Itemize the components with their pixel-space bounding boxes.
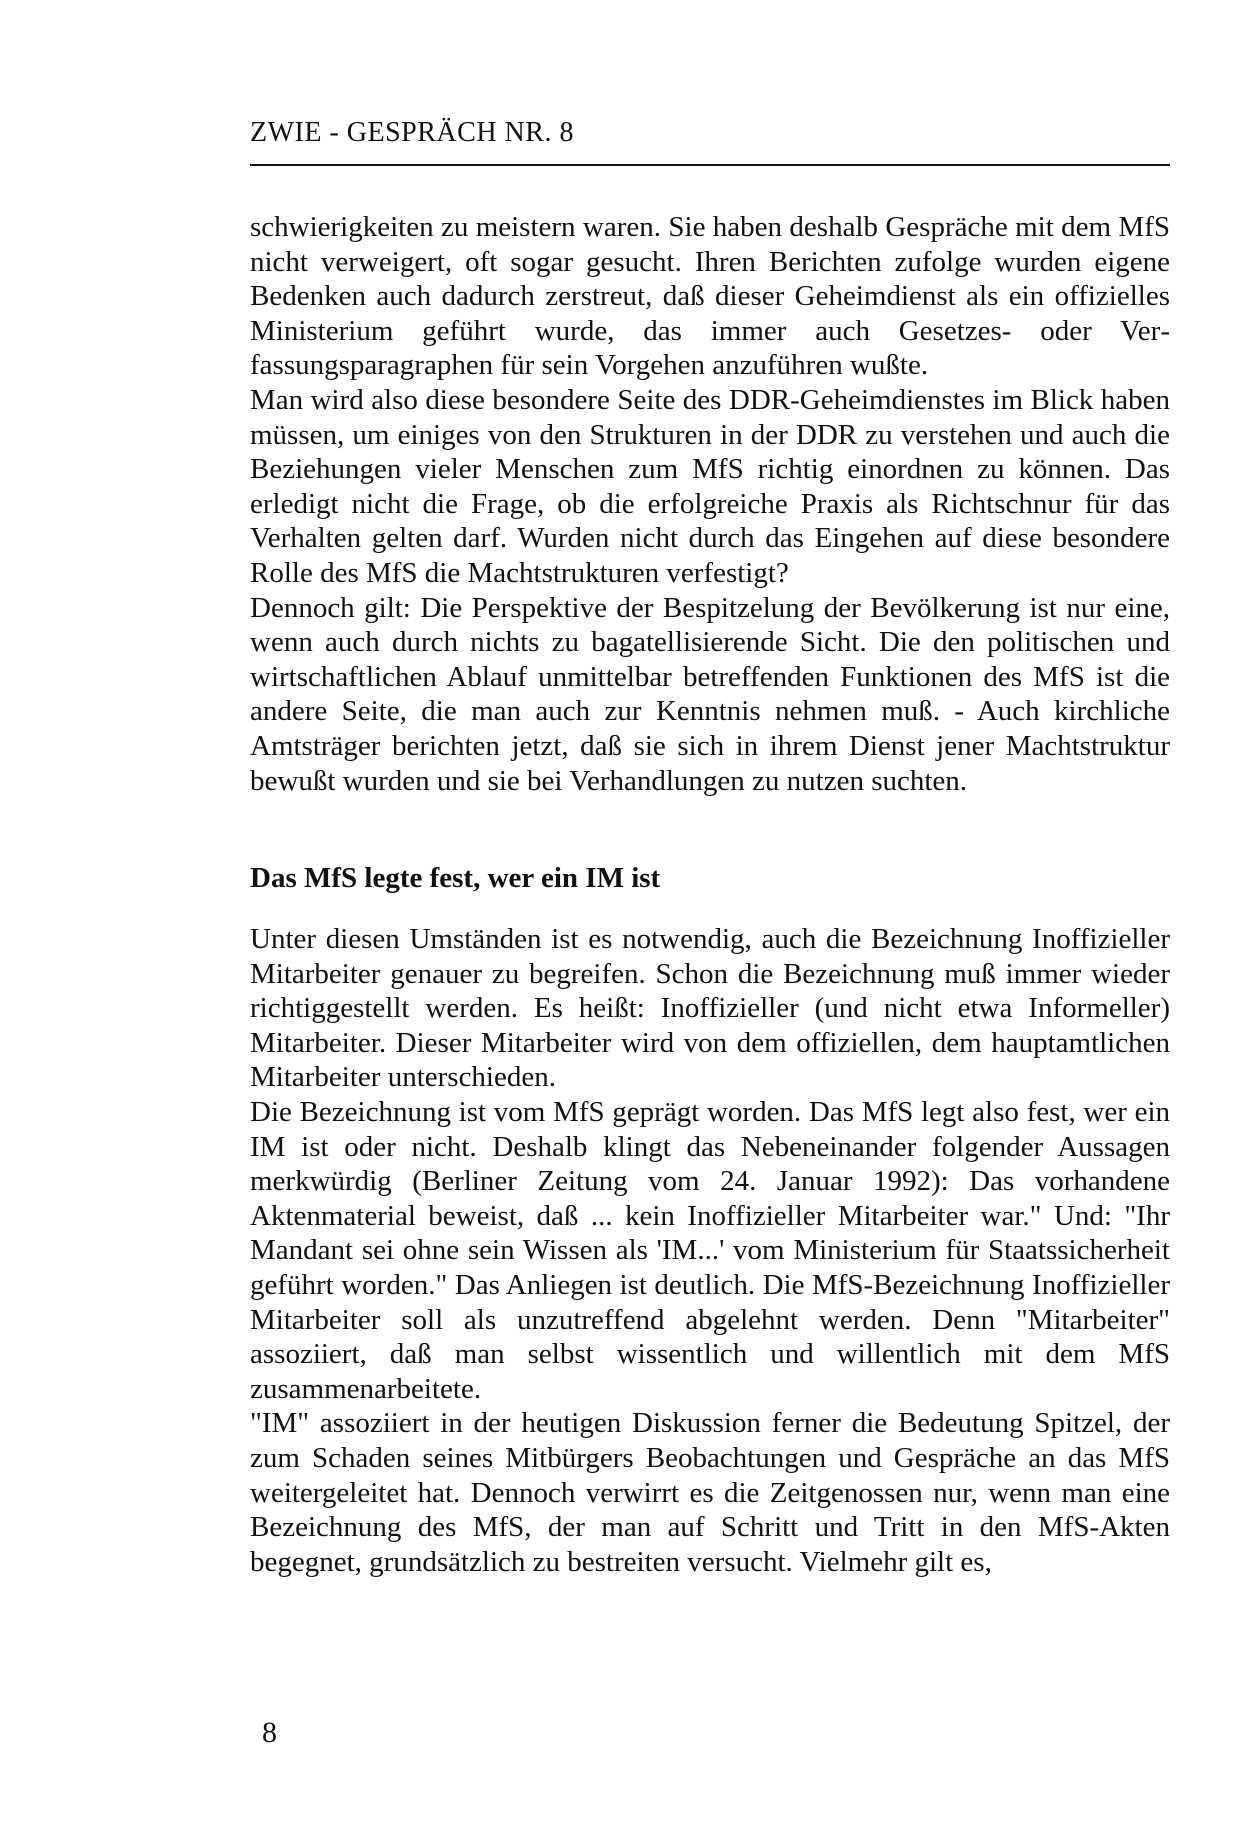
body-text (250, 210, 1170, 1579)
header-rule (250, 164, 1170, 166)
section-heading: Das MfS legte fest, wer ein IM ist (250, 862, 661, 895)
paragraph: Die Bezeichnung ist vom MfS geprägt worden. Das MfS legt also fest, wer ein IM ist oder nicht. Deshalb klingt das Nebeneinander folgender Aussagen merkwürdig (Berliner Zeitung vom 24. Januar 1992): Das vorhandene Aktenmaterial beweist, daß ... kein Inoffizieller Mitarbeiter war." Und: "Ihr Mandant sei ohne sein Wissen als 'IM...' vom Ministerium für Staatssicherheit geführt worden." Das Anliegen ist deutlich. Die MfS-Bezeichnung Inoffizieller Mitarbeiter soll als unzutreffend abgelehnt werden. Denn "Mitarbeiter" assoziiert, daß man selbst wissentlich und willentlich mit dem MfS zusammenarbeitete. (250, 1096, 1170, 1405)
paragraph: Dennoch gilt: Die Perspektive der Bespitzelung der Bevölkerung ist nur eine, wenn auch durch nichts zu bagatellisierende Sicht. Die den politischen und wirtschaftlichen Ablauf unmittelbar betreffenden Funktionen des MfS ist die andere Seite, die man auch zur Kenntnis nehmen muß. - Auch kirchliche Amtsträger berichten jetzt, daß sie sich in ihrem Dienst jener Machtstruktur bewußt wurden und sie bei Verhandlungen zu nutzen suchten. (250, 591, 1170, 797)
page-number: 8 (262, 1716, 277, 1749)
paragraph: "IM" assoziiert in der heutigen Diskussion ferner die Bedeutung Spitzel, der zum Schaden seines Mitbürgers Beobachtungen und Gespräche an das MfS weitergeleitet hat. Dennoch verwirrt es die Zeitgenossen nur, wenn man eine Bezeichnung des MfS, der man auf Schritt und Tritt in den MfS-Akten begegnet, grundsätzlich zu bestreiten versucht. Vielmehr gilt es, (250, 1407, 1170, 1578)
paragraph: schwierigkeiten zu meistern waren. Sie haben deshalb Gespräche mit dem MfS nicht verweigert, oft sogar gesucht. Ihren Berichten zufolge wurden eigene Bedenken auch dadurch zerstreut, daß dieser Geheimdienst als ein offizielles Ministerium geführt wurde, das immer auch Gesetzes- oder Verfassungsparagraphen für sein Vorgehen anzuführen wußte. (250, 211, 1170, 382)
running-header: ZWIE - GESPRÄCH NR. 8 (250, 117, 574, 148)
paragraph: Unter diesen Umständen ist es notwendig, auch die Bezeichnung Inoffizieller Mitarbeiter genauer zu begreifen. Schon die Bezeichnung muß immer wieder richtiggestellt werden. Es heißt: Inoffizieller (und nicht etwa Informeller) Mitarbeiter. Dieser Mitarbeiter wird von dem offiziellen, dem hauptamtlichen Mitarbeiter unterschieden. (250, 923, 1170, 1094)
paragraph: Man wird also diese besondere Seite des DDR-Geheimdienstes im Blick haben müssen, um einiges von den Strukturen in der DDR zu verstehen und auch die Beziehungen vieler Menschen zum MfS richtig einordnen zu können. Das erledigt nicht die Frage, ob die erfolgreiche Praxis als Richtschnur für das Verhalten gelten darf. Wurden nicht durch das Eingehen auf diese besondere Rolle des MfS die Machtstrukturen verfestigt? (250, 383, 1170, 589)
section-spacer (250, 798, 1170, 860)
